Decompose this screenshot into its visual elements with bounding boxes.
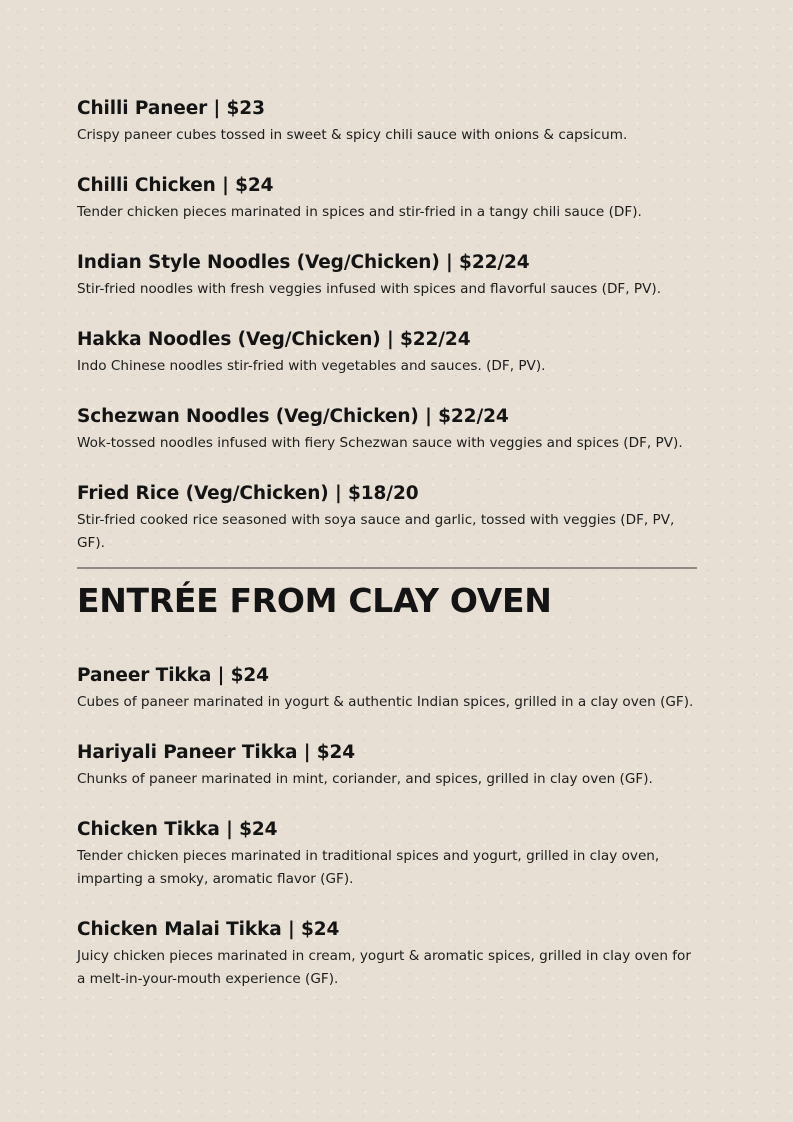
menu-item-title: Chilli Chicken | $24 xyxy=(77,175,274,196)
menu-item-description: Juicy chicken pieces marinated in cream, yogurt & aromatic spices, grilled in clay oven for a melt-in-your-mouth experience (GF). xyxy=(77,948,691,987)
menu-item-paneer-tikka xyxy=(77,663,697,714)
menu-item-chicken-tikka xyxy=(77,817,697,891)
menu-item-description: Chunks of paneer marinated in mint, coriander, and spices, grilled in clay oven (GF). xyxy=(77,771,653,787)
menu-item-title: Paneer Tikka | $24 xyxy=(77,665,269,686)
menu-item-description: Stir-fried cooked rice seasoned with soya sauce and garlic, tossed with veggies (DF, PV, GF). xyxy=(77,512,675,551)
menu-item-hariyali-paneer-tikka xyxy=(77,740,697,791)
menu-item-description: Tender chicken pieces marinated in traditional spices and yogurt, grilled in clay oven, imparting a smoky, aromatic flavor (GF). xyxy=(77,848,660,887)
menu-item-chicken-malai-tikka xyxy=(77,917,697,991)
menu-item-chilli-paneer xyxy=(77,96,697,147)
menu-page xyxy=(77,96,697,1017)
menu-item-title: Chicken Tikka | $24 xyxy=(77,819,278,840)
menu-item-title: Fried Rice (Veg/Chicken) | $18/20 xyxy=(77,483,419,504)
menu-item-fried-rice xyxy=(77,481,697,555)
menu-item-title: Hariyali Paneer Tikka | $24 xyxy=(77,742,356,763)
menu-item-title: Chilli Paneer | $23 xyxy=(77,98,265,119)
menu-item-title: Schezwan Noodles (Veg/Chicken) | $22/24 xyxy=(77,406,509,427)
menu-item-description: Tender chicken pieces marinated in spices and stir-fried in a tangy chili sauce (DF). xyxy=(77,204,642,220)
menu-item-description: Wok-tossed noodles infused with fiery Schezwan sauce with veggies and spices (DF, PV). xyxy=(77,435,683,451)
menu-item-indian-style-noodles xyxy=(77,250,697,301)
menu-item-chilli-chicken xyxy=(77,173,697,224)
menu-item-hakka-noodles xyxy=(77,327,697,378)
section-divider xyxy=(77,567,697,569)
menu-item-description: Indo Chinese noodles stir-fried with vegetables and sauces. (DF, PV). xyxy=(77,358,546,374)
menu-item-title: Hakka Noodles (Veg/Chicken) | $22/24 xyxy=(77,329,471,350)
menu-item-description: Crispy paneer cubes tossed in sweet & spicy chili sauce with onions & capsicum. xyxy=(77,127,628,143)
menu-item-description: Cubes of paneer marinated in yogurt & authentic Indian spices, grilled in a clay oven (GF). xyxy=(77,694,694,710)
section-heading: ENTRÉE FROM CLAY OVEN xyxy=(77,581,552,620)
menu-item-schezwan-noodles xyxy=(77,404,697,455)
menu-item-title: Chicken Malai Tikka | $24 xyxy=(77,919,340,940)
menu-item-title: Indian Style Noodles (Veg/Chicken) | $22/24 xyxy=(77,252,530,273)
menu-item-description: Stir-fried noodles with fresh veggies infused with spices and flavorful sauces (DF, PV). xyxy=(77,281,662,297)
